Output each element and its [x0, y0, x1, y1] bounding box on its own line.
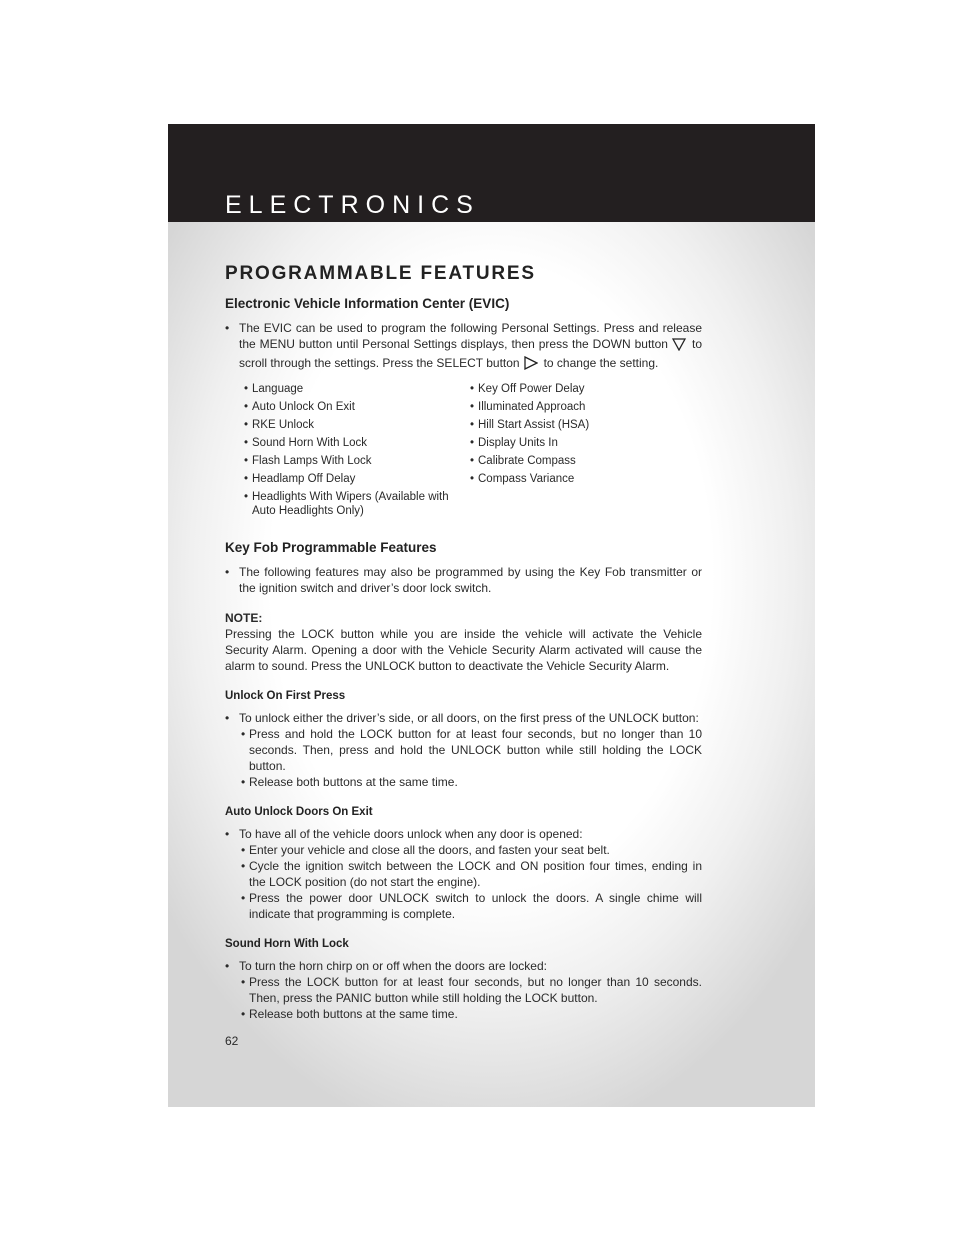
right-triangle-icon [524, 356, 538, 374]
list-item: • Press the LOCK button for at least four seconds, but no longer than 10 seconds. Then, press the PANIC button while still holding the LOCK button. [225, 974, 702, 1006]
list-item: • Release both buttons at the same time. [225, 774, 702, 790]
evic-intro: • The EVIC can be used to program the following Personal Settings. Press and release the MENU button until Personal Settings displays, then press the DOWN button to scroll through the settings. Press the SELECT button to change the setting. [225, 320, 702, 374]
list-item: • Calibrate Compass [470, 452, 700, 470]
settings-list [225, 380, 702, 518]
section-title: PROGRAMMABLE FEATURES [225, 263, 536, 284]
list-item: • Release both buttons at the same time. [225, 1006, 702, 1022]
note-text: Pressing the LOCK button while you are inside the vehicle will activate the Vehicle Security Alarm. Opening a door with the Vehicle Security Alarm activated will cause the alarm to sound. Press the UNLOCK button to deactivate the Vehicle Security Alarm. [225, 627, 702, 673]
list-item: • Enter your vehicle and close all the doors, and fasten your seat belt. [225, 842, 702, 858]
evic-heading: Electronic Vehicle Information Center (EVIC) [225, 296, 510, 311]
list-item: • Headlights With Wipers (Available with Auto Headlights Only) [244, 488, 470, 518]
down-triangle-icon [672, 338, 686, 355]
list-item: • Compass Variance [470, 470, 700, 488]
list-item: • Flash Lamps With Lock [244, 452, 470, 470]
list-item: • RKE Unlock [244, 416, 470, 434]
list-item: • Sound Horn With Lock [244, 434, 470, 452]
list-item: • Headlamp Off Delay [244, 470, 470, 488]
keyfob-intro: • The following features may also be programmed by using the Key Fob transmitter or the ignition switch and driver’s door lock switch. [225, 564, 702, 596]
list-item: • Hill Start Assist (HSA) [470, 416, 700, 434]
chapter-title: ELECTRONICS [225, 191, 480, 219]
list-item: • Language [244, 380, 470, 398]
keyfob-heading: Key Fob Programmable Features [225, 540, 437, 555]
manual-page [168, 124, 815, 1107]
sound-horn-heading: Sound Horn With Lock [225, 938, 349, 950]
list-item: • Auto Unlock On Exit [244, 398, 470, 416]
list-item: • Press and hold the LOCK button for at least four seconds, but no longer than 10 seconds. Then, press and hold the UNLOCK button while still holding the LOCK button. [225, 726, 702, 774]
sound-horn-intro: • To turn the horn chirp on or off when the doors are locked: [225, 958, 702, 974]
note-label: NOTE: [225, 611, 263, 625]
auto-unlock-heading: Auto Unlock Doors On Exit [225, 806, 373, 818]
page-content [225, 263, 702, 1022]
list-item: • Press the power door UNLOCK switch to unlock the doors. A single chime will indicate that programming is complete. [225, 890, 702, 922]
list-item: • Display Units In [470, 434, 700, 452]
unlock-first-press-heading: Unlock On First Press [225, 690, 346, 702]
auto-unlock-intro: • To have all of the vehicle doors unlock when any door is opened: [225, 826, 702, 842]
chapter-header [168, 124, 815, 222]
settings-list-left [225, 380, 470, 518]
page-number: 62 [225, 1034, 239, 1048]
unlock-first-press-intro: • To unlock either the driver’s side, or all doors, on the first press of the UNLOCK button: [225, 710, 702, 726]
settings-list-right [470, 380, 700, 518]
list-item: • Key Off Power Delay [470, 380, 700, 398]
list-item: • Illuminated Approach [470, 398, 700, 416]
list-item: • Cycle the ignition switch between the LOCK and ON position four times, ending in the LOCK position (do not start the engine). [225, 858, 702, 890]
